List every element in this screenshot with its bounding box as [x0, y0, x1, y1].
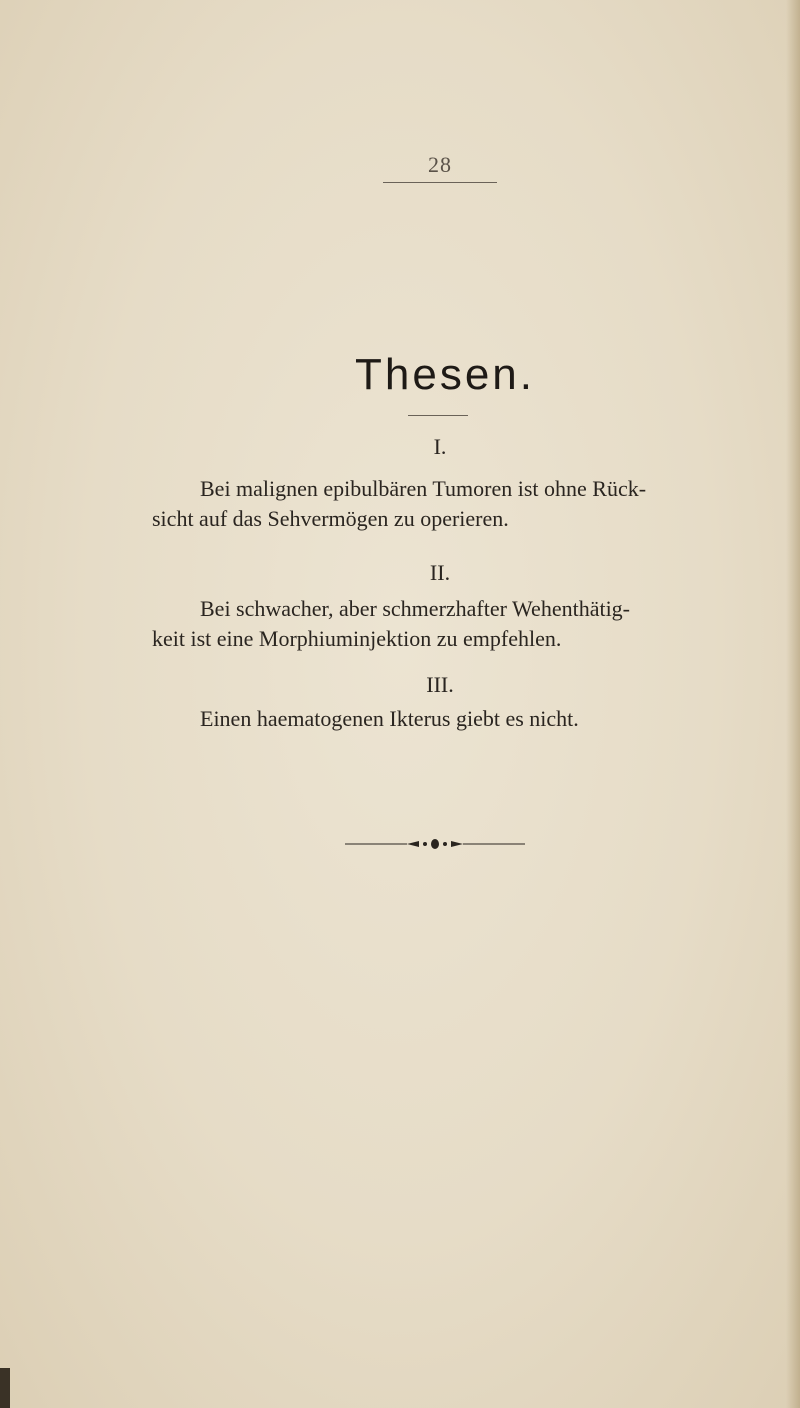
thesis-1-line-1: Bei malignen epibulbären Tumoren ist ohne Rück- — [200, 476, 647, 501]
thesis-2-line-1: Bei schwacher, aber schmerzhafter Wehenthätig- — [200, 596, 631, 621]
thesis-numeral-2: II. — [429, 560, 451, 585]
thesis-3-line-1: Einen haematogenen Ikterus giebt es nicht. — [200, 706, 579, 731]
thesis-1-line-2: sicht auf das Sehvermögen zu operieren. — [152, 506, 509, 531]
page-number: 28 — [428, 152, 452, 177]
page-corner-mark — [0, 1368, 10, 1408]
page-title: Thesen. — [355, 350, 535, 399]
thesis-numeral-1: I. — [433, 434, 447, 459]
page-number-rule — [383, 182, 497, 183]
thesis-2-line-2: keit ist eine Morphiuminjektion zu empfehlen. — [152, 626, 562, 651]
end-of-section-flourish-icon — [345, 837, 525, 851]
page-edge-shadow — [786, 0, 800, 1408]
title-rule — [408, 415, 468, 416]
thesis-numeral-3: III. — [426, 672, 454, 697]
